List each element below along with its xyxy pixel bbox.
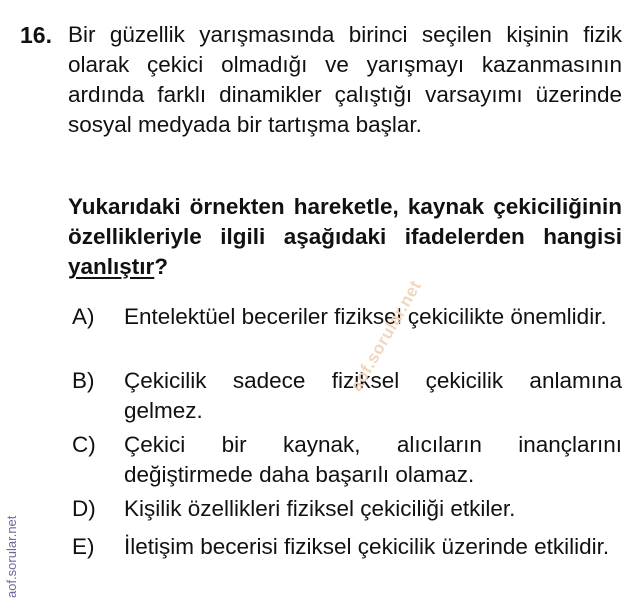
option-letter: B) <box>72 368 95 393</box>
option-text: Entelektüel beceriler fiziksel çekicilikte önemlidir. <box>124 304 607 329</box>
option-text: İletişim becerisi fiziksel çekicilik üzerinde etkilidir. <box>124 534 610 559</box>
option-text: Çekicilik sadece fiziksel çekicilik anlamına gelmez. <box>124 368 622 423</box>
prompt-text: Yukarıdaki örnekten hareketle, kaynak çekiciliğinin özellikleriyle ilgili aşağıdaki ifadelerden hangisi <box>68 194 622 249</box>
option-e[interactable] <box>72 532 622 562</box>
option-letter: A) <box>72 304 95 329</box>
option-d[interactable] <box>72 494 622 524</box>
option-c[interactable] <box>72 430 622 490</box>
question-number: 16. <box>20 22 52 48</box>
option-text: Kişilik özellikleri fiziksel çekiciliği etkiler. <box>124 496 516 521</box>
watermark-diagonal: aof.sorular.net <box>346 277 426 395</box>
question-prompt <box>68 192 622 282</box>
option-letter: C) <box>72 432 96 457</box>
option-b[interactable] <box>72 366 622 426</box>
question-stem: Bir güzellik yarışmasında birinci seçilen kişinin fizik olarak çekici olmadığı ve yarışmayı kazanmasının ardında farklı dinamikler çalıştığı varsayımı üzerinde sosyal medyada bir tartışma başlar. <box>68 22 622 137</box>
option-letter: E) <box>72 534 95 559</box>
option-a[interactable] <box>72 302 622 332</box>
option-letter: D) <box>72 496 96 521</box>
prompt-emphasis: yanlıştır <box>68 254 155 279</box>
watermark-side: aof.sorular.net <box>4 515 19 598</box>
option-text: Çekici bir kaynak, alıcıların inançlarını değiştirmede daha başarılı olamaz. <box>124 432 622 487</box>
prompt-end: ? <box>154 254 169 279</box>
